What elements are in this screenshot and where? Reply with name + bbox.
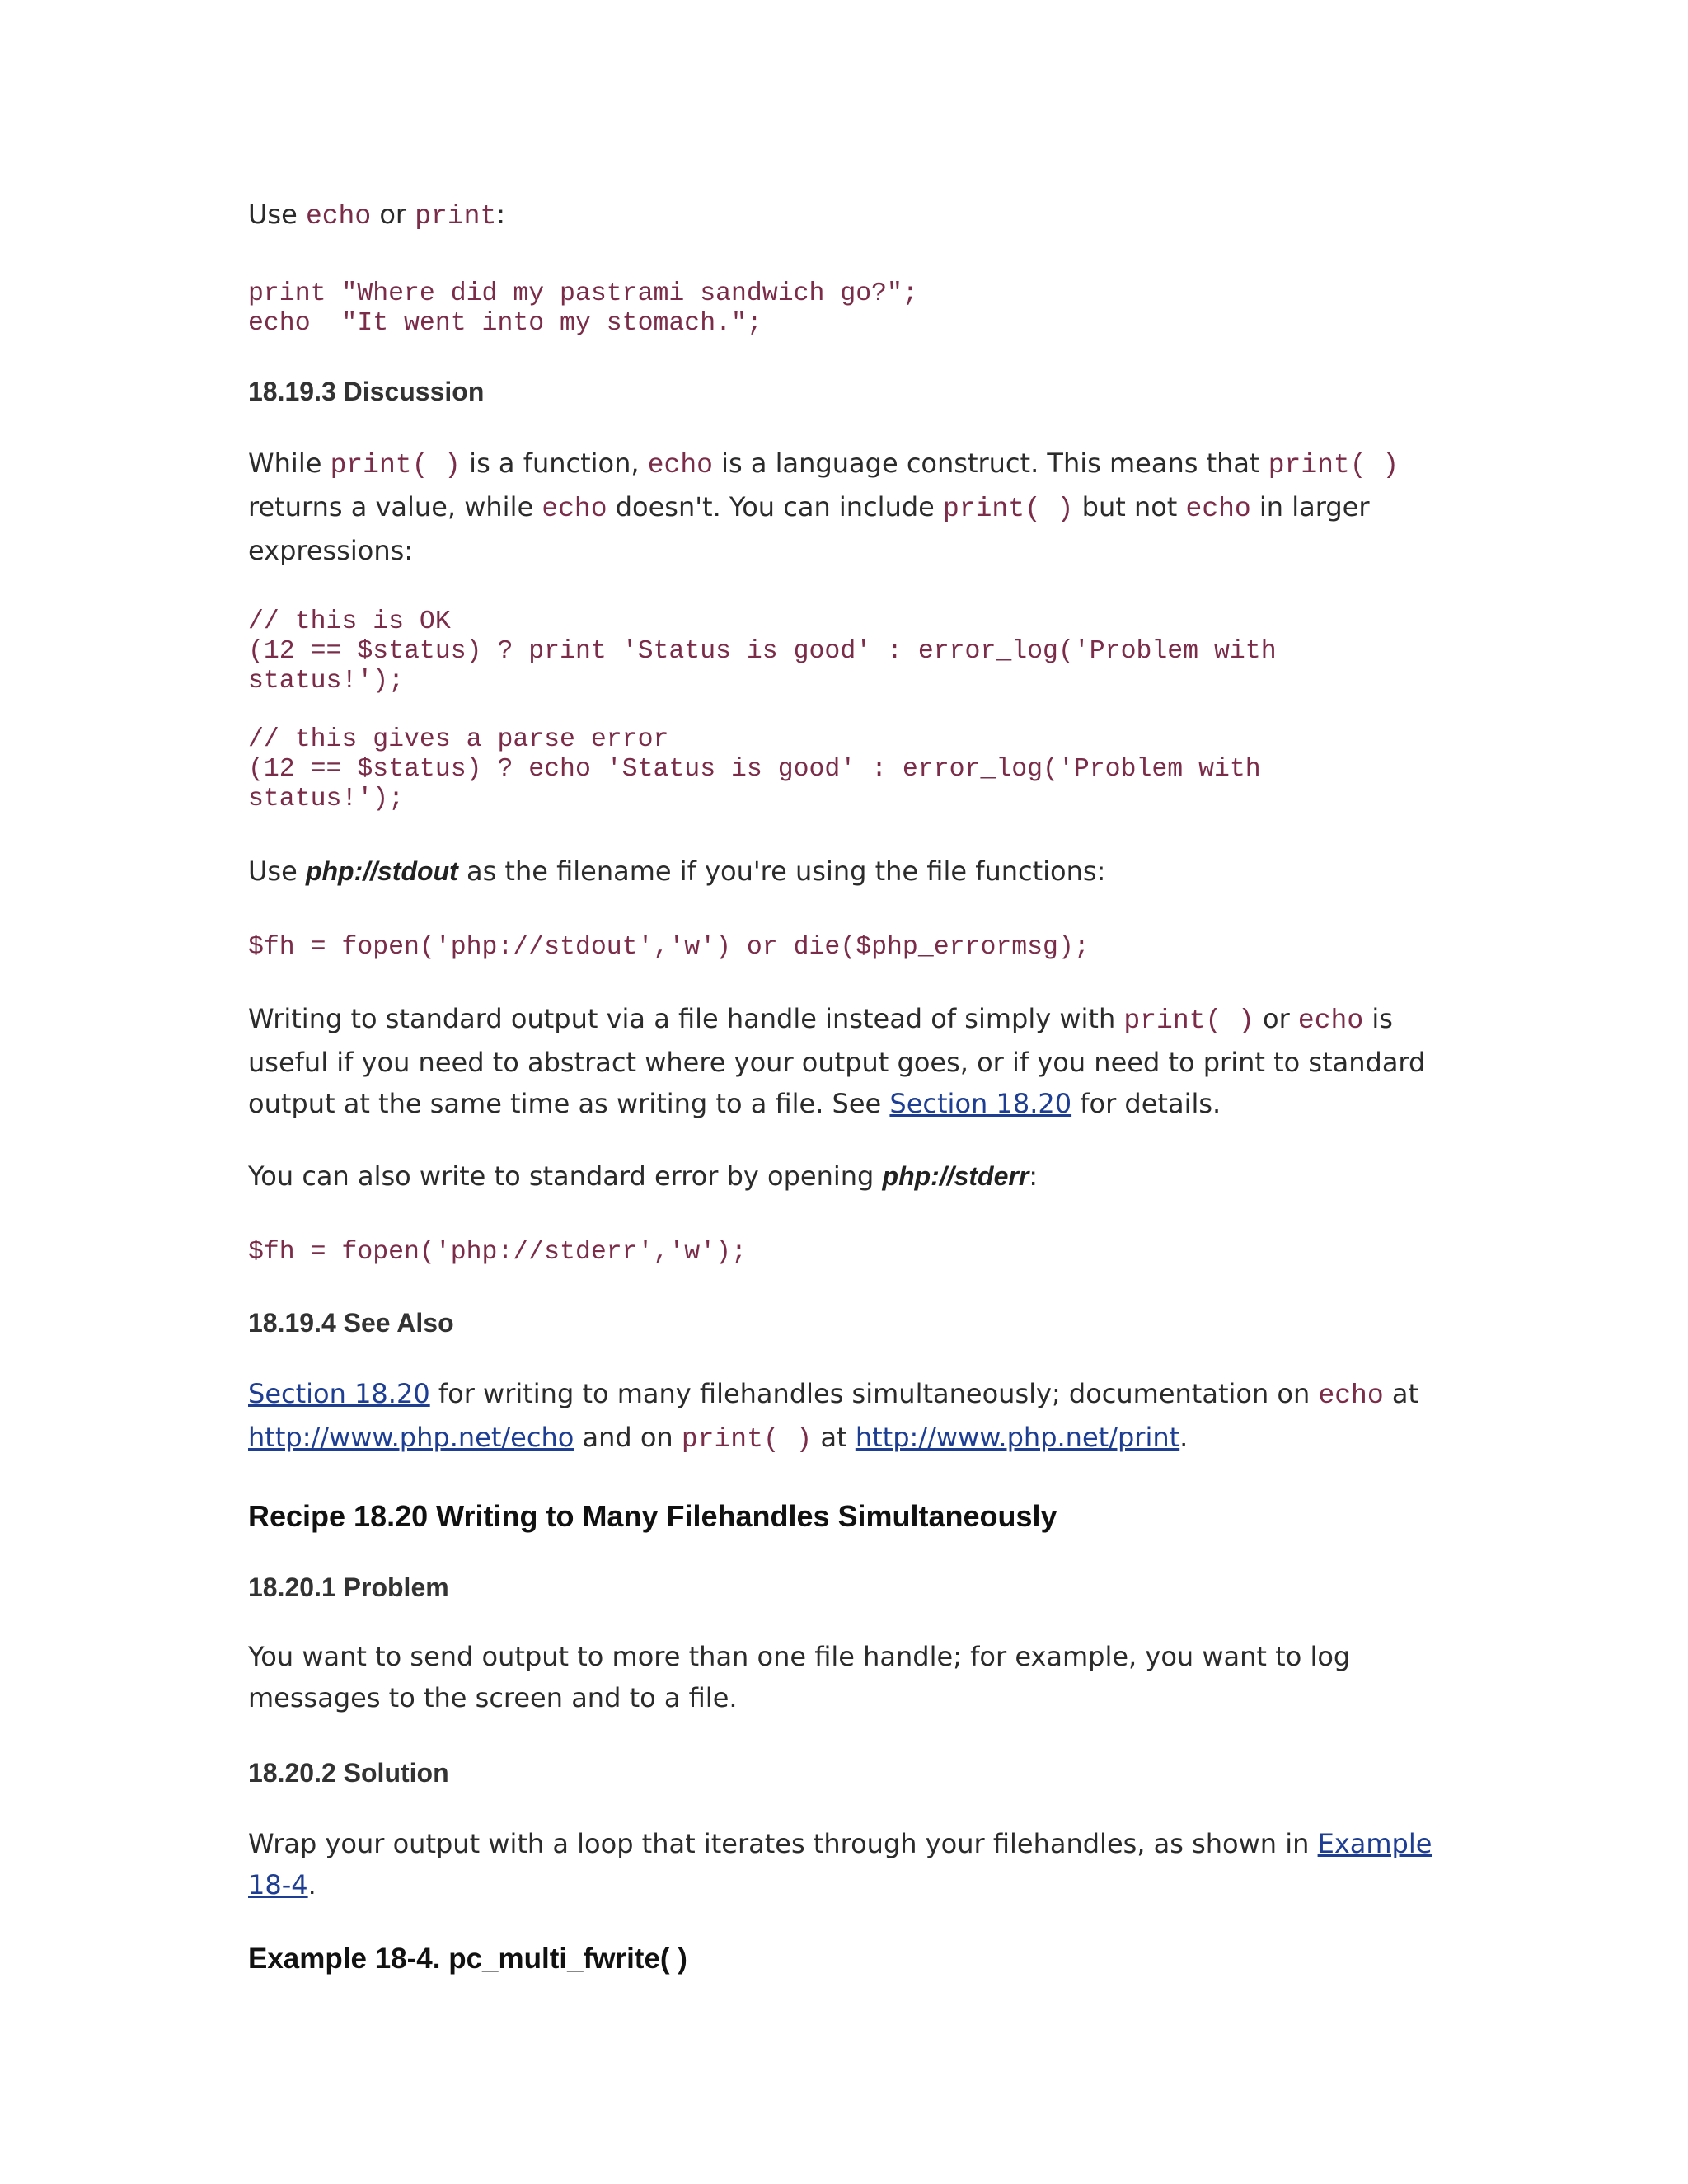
code-block-parse-error: // this gives a parse error (12 == $status) ? echo 'Status is good' : error_log('Problem with status!'); — [248, 725, 1261, 813]
example-title: Example 18-4. pc_multi_fwrite( ) — [248, 1943, 687, 1975]
file-handle-paragraph: Writing to standard output via a file handle instead of simply with print( ) or echo is useful if you need to abstract where your output goes, or if you need to print to standard output at the same time as writing to a file. See Section 18.20 for details. — [248, 1003, 1426, 1119]
heading-solution: 18.20.2 Solution — [248, 1758, 449, 1788]
discussion-paragraph: While print( ) is a function, echo is a language construct. This means that print( ) returns a value, while echo doesn't. You can include print( ) but not echo in larger expressions: — [248, 448, 1400, 566]
section-18-20-link[interactable]: Section 18.20 — [889, 1088, 1072, 1119]
intro-paragraph: Use echo or print: — [248, 199, 506, 232]
problem-paragraph: You want to send output to more than one file handle; for example, you want to log messages to the screen and to a file. — [248, 1641, 1351, 1713]
heading-problem: 18.20.1 Problem — [248, 1572, 449, 1602]
code-block-print-echo: print "Where did my pastrami sandwich go?"; echo "It went into my stomach."; — [248, 279, 918, 338]
solution-paragraph: Wrap your output with a loop that iterates through your filehandles, as shown in Example 18-4. — [248, 1828, 1432, 1900]
heading-recipe-18-20: Recipe 18.20 Writing to Many Filehandles Simultaneously — [248, 1499, 1057, 1533]
heading-see-also: 18.19.4 See Also — [248, 1308, 454, 1338]
example-18-4-link[interactable]: Example 18-4 — [248, 1828, 1432, 1900]
code-block-stderr: $fh = fopen('php://stderr','w'); — [248, 1238, 747, 1267]
section-18-20-link-2[interactable]: Section 18.20 — [248, 1378, 430, 1409]
stderr-paragraph: You can also write to standard error by opening php://stderr: — [248, 1160, 1039, 1192]
see-also-paragraph: Section 18.20 for writing to many filehandles simultaneously; documentation on echo at http://www.php.net/echo and on print( ) at http://www.php.net/print. — [248, 1378, 1418, 1455]
php-print-link[interactable]: http://www.php.net/print — [855, 1422, 1180, 1453]
php-echo-link[interactable]: http://www.php.net/echo — [248, 1422, 574, 1453]
code-block-ok: // this is OK (12 == $status) ? print 'Status is good' : error_log('Problem with status!'); — [248, 607, 1277, 696]
code-block-stdout: $fh = fopen('php://stdout','w') or die($php_errormsg); — [248, 933, 1090, 962]
heading-discussion: 18.19.3 Discussion — [248, 377, 485, 406]
stdout-paragraph: Use php://stdout as the filename if you're using the file functions: — [248, 855, 1106, 887]
